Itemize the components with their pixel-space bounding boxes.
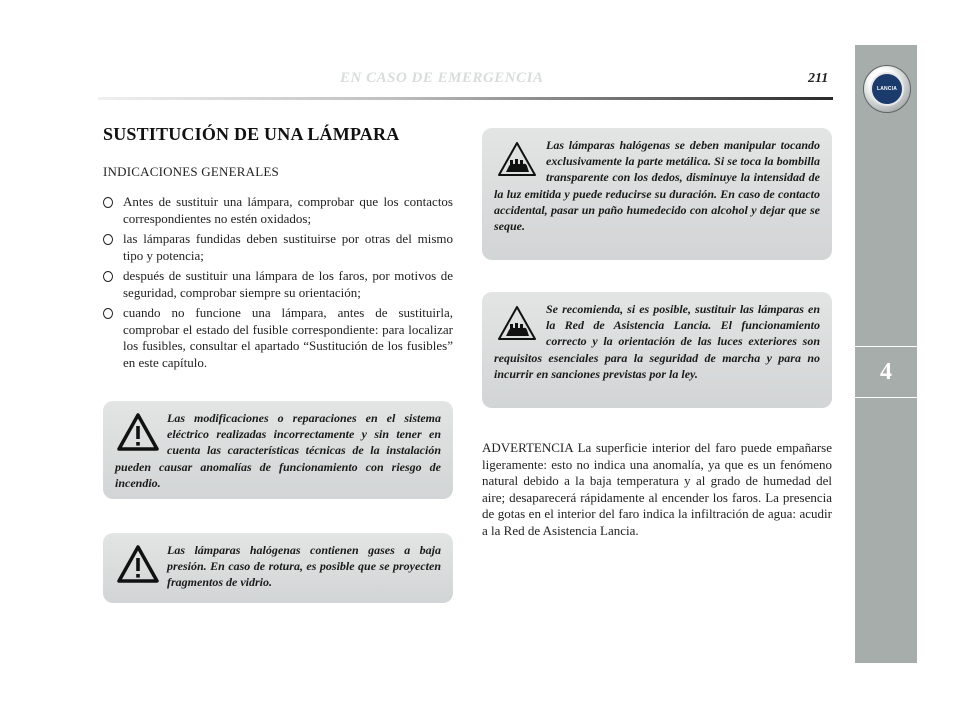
bullet-list	[103, 194, 453, 375]
bullet-circle-icon	[103, 234, 113, 245]
chapter-number: 4	[880, 358, 892, 385]
caution-hand-icon	[496, 303, 538, 343]
list-item	[103, 194, 453, 227]
list-item-text: Antes de sustituir una lámpara, comprobar que los contactos correspondientes no estén oxidados;	[123, 194, 453, 226]
list-item	[103, 268, 453, 301]
caution-text: Se recomienda, si es posible, sustituir las lámparas en la Red de Asistencia Lancia. El funcionamiento correcto y la orientación de las luces exteriores son requisitos esenciales para la seguridad de marcha y para no incurrir en sanciones previstas por la ley.	[494, 302, 820, 381]
caution-text: Las lámparas halógenas se deben manipular tocando exclusivamente la parte metálica. Si se toca la bombilla transparente con los dedos, disminuye la intensidad de la luz emitida y puede reducirse su duración. En caso de contacto accidental, pasar un paño humedecido con alcohol y dejar que se seque.	[494, 138, 820, 234]
list-item-text: cuando no funcione una lámpara, antes de sustituirla, comprobar el estado del fusible correspondiente: para localizar los fusibles, consultar el apartado “Sustitución de los fusibles” en este capítulo.	[123, 305, 453, 370]
page-number: 211	[808, 71, 829, 86]
list-item-text: después de sustituir una lámpara de los faros, por motivos de seguridad, comprobar siempre su orientación;	[123, 268, 453, 300]
caution-box-service	[482, 292, 832, 408]
caution-box-halogen	[482, 128, 832, 260]
logo-shield	[870, 72, 904, 106]
subsection-title: INDICACIONES GENERALES	[103, 164, 279, 179]
warning-triangle-icon	[117, 544, 159, 584]
advertencia-paragraph: ADVERTENCIA La superficie interior del faro puede empañarse ligeramente: esto no indica una anomalía, ya que es un fenómeno natural debido a la baja temperatura y al grado de humedad del aire; desaparecerá rápidamente al encender los faros. La presencia de gotas en el interior del faro indica la infiltración de agua: acudir a la Red de Asistencia Lancia.	[482, 440, 832, 538]
list-item-text: las lámparas fundidas deben sustituirse por otras del mismo tipo y potencia;	[123, 231, 453, 263]
logo-text: LANCIA	[876, 86, 898, 92]
lancia-logo	[863, 65, 911, 113]
list-item	[103, 231, 453, 264]
warning-triangle-icon	[117, 412, 159, 452]
section-title: SUSTITUCIÓN DE UNA LÁMPARA	[103, 124, 400, 144]
list-item	[103, 305, 453, 371]
warning-box-pressure	[103, 533, 453, 603]
bullet-circle-icon	[103, 197, 113, 208]
bullet-circle-icon	[103, 271, 113, 282]
chapter-tab[interactable]	[855, 346, 917, 398]
warning-box-electrical	[103, 401, 453, 499]
running-header: EN CASO DE EMERGENCIA	[340, 70, 544, 86]
caution-hand-icon	[496, 139, 538, 179]
bullet-circle-icon	[103, 308, 113, 319]
warning-text: Las lámparas halógenas contienen gases a baja presión. En caso de rotura, es posible que se proyecten fragmentos de vidrio.	[167, 543, 441, 590]
header-rule	[98, 97, 833, 100]
warning-text: Las modificaciones o reparaciones en el sistema eléctrico realizadas incorrectamente y sin tener en cuenta las características técnicas de la instalación pueden causar anomalías de funcionamiento con riesgo de incendio.	[115, 411, 441, 490]
